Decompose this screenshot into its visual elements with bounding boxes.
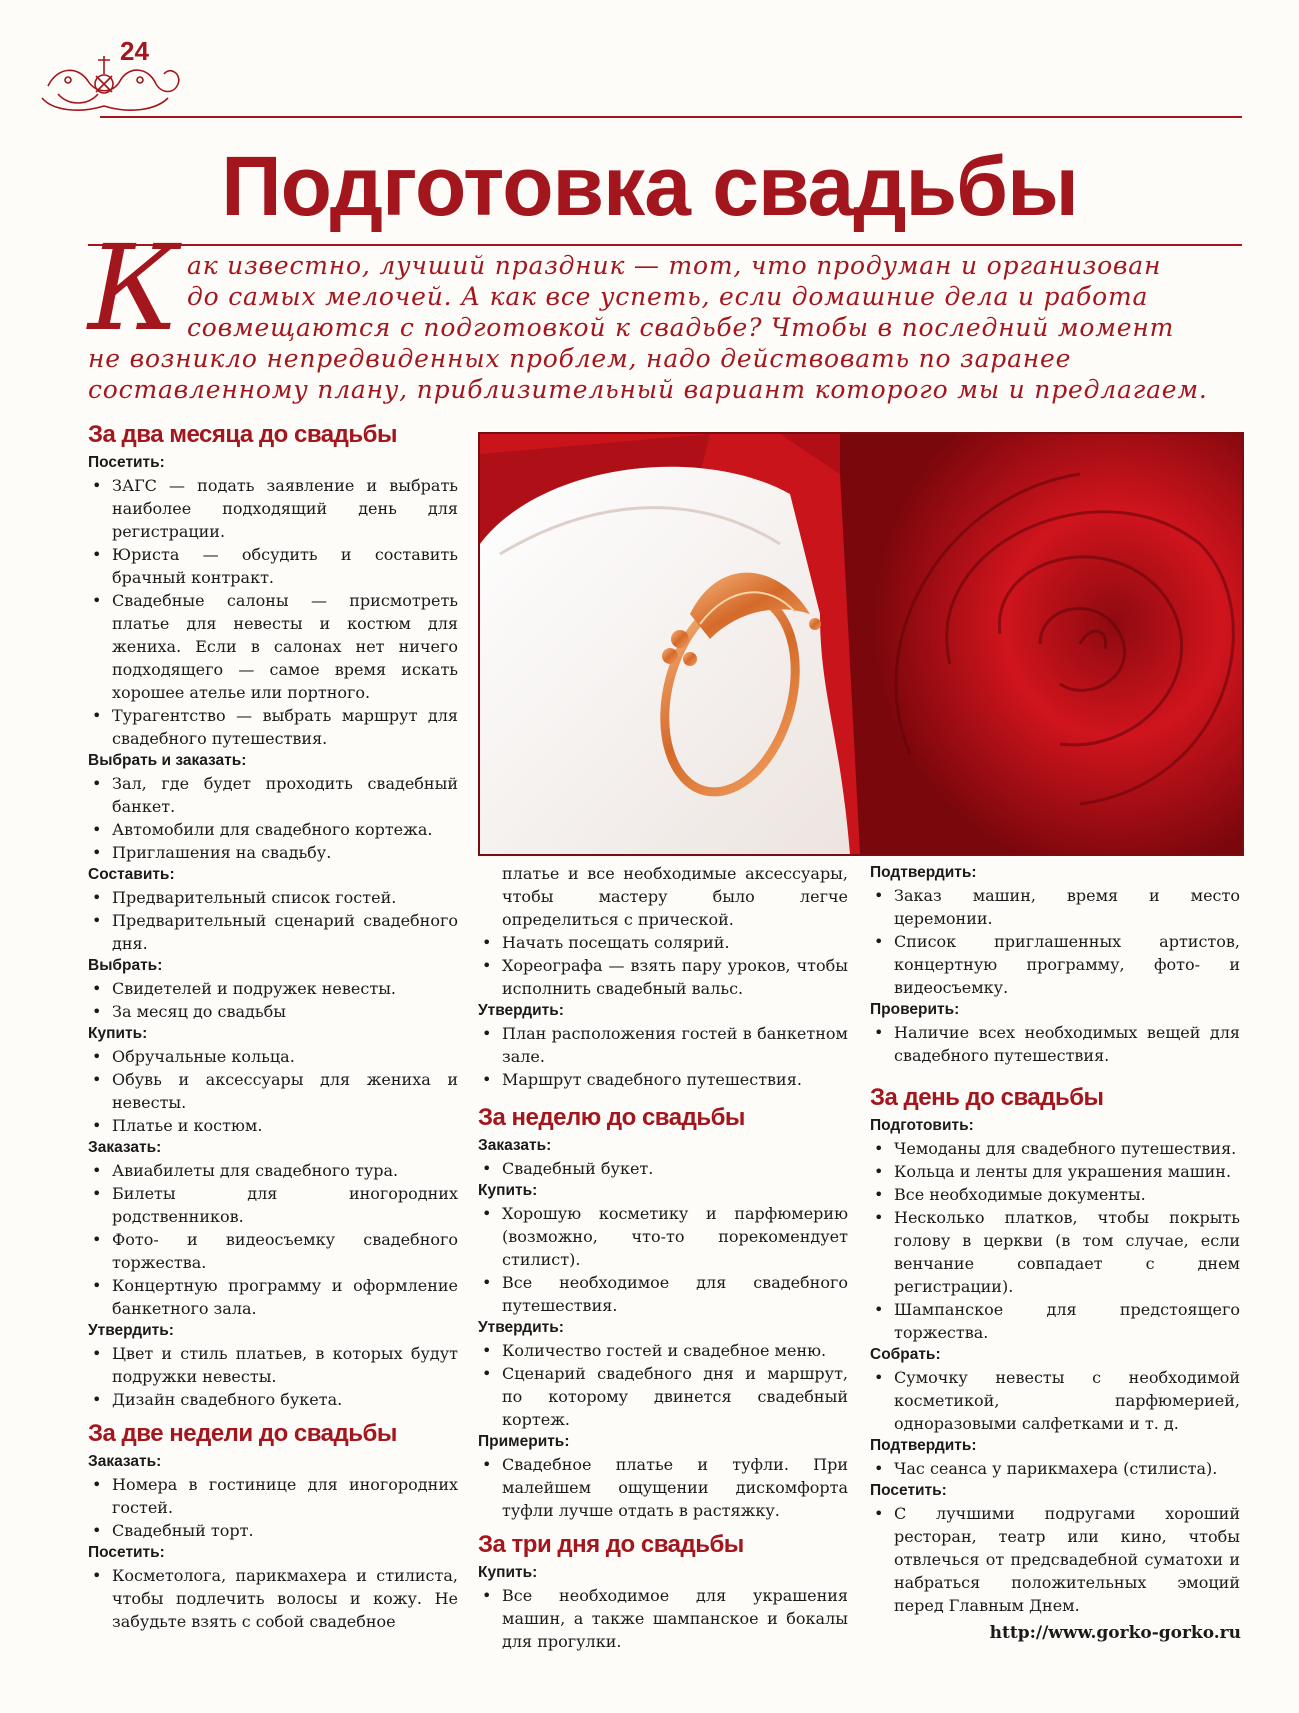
list-item: • Хореографа — взять пару уроков, чтобы исполнить свадебный вальс. bbox=[478, 954, 848, 1000]
list-item: • Дизайн свадебного букета. bbox=[88, 1388, 458, 1411]
header-rule bbox=[100, 116, 1242, 118]
list-item: • За месяц до свадьбы bbox=[88, 1000, 458, 1023]
column-1 bbox=[88, 418, 458, 1633]
bullet-list bbox=[88, 772, 458, 864]
continued-text: платье и все необходимые аксессуары, чтобы мастеру было легче определиться с прической. bbox=[502, 864, 848, 929]
sub-heading: Купить: bbox=[478, 1564, 538, 1581]
intro-line: не возникло непредвиденных проблем, надо действовать по заранее bbox=[88, 344, 1072, 373]
bullet-list bbox=[478, 1339, 848, 1431]
ring-rose-illustration bbox=[480, 434, 1242, 854]
sub-heading: Утвердить: bbox=[478, 1319, 564, 1336]
column-2 bbox=[478, 862, 848, 1653]
list-item: • Свадебный торт. bbox=[88, 1519, 458, 1542]
list-item: • Хорошую косметику и парфюмерию (возможно, что-то порекомендует стилист). bbox=[478, 1202, 848, 1271]
list-item: • Турагентство — выбрать маршрут для свадебного путешествия. bbox=[88, 704, 458, 750]
intro-line: составленному плану, приблизительный вариант которого мы и предлагаем. bbox=[88, 375, 1208, 404]
list-item: • С лучшими подругами хороший ресторан, театр или кино, чтобы отвлечься от предсвадебной суматохи и набраться положительных эмоций перед Главным Днем. bbox=[870, 1502, 1240, 1617]
list-item: • Юриста — обсудить и составить брачный контракт. bbox=[88, 543, 458, 589]
section-heading: За три дня до свадьбы bbox=[478, 1531, 744, 1558]
bullet-list bbox=[478, 1157, 848, 1180]
section-heading: За день до свадьбы bbox=[870, 1084, 1104, 1111]
bullet-list bbox=[870, 1021, 1240, 1067]
sub-heading: Подготовить: bbox=[870, 1117, 974, 1134]
sub-heading: Выбрать и заказать: bbox=[88, 752, 247, 769]
bullet-list bbox=[88, 474, 458, 750]
sub-heading: Купить: bbox=[478, 1182, 538, 1199]
intro-dropcap: К bbox=[88, 219, 180, 357]
intro-line: ак известно, лучший праздник — тот, что продуман и организован bbox=[187, 251, 1162, 280]
bullet-list bbox=[478, 1022, 848, 1091]
column-3 bbox=[870, 862, 1240, 1617]
bullet-list bbox=[870, 884, 1240, 999]
list-item: • Концертную программу и оформление банкетного зала. bbox=[88, 1274, 458, 1320]
page-title: Подготовка свадьбы bbox=[221, 139, 1078, 233]
list-item: • Чемоданы для свадебного путешествия. bbox=[870, 1137, 1240, 1160]
page-number: 24 bbox=[120, 36, 149, 66]
list-item: • Наличие всех необходимых вещей для свадебного путешествия. bbox=[870, 1021, 1240, 1067]
section-heading: За неделю до свадьбы bbox=[478, 1104, 745, 1131]
bullet-list bbox=[478, 1202, 848, 1317]
list-item: • Фото- и видеосъемку свадебного торжества. bbox=[88, 1228, 458, 1274]
sub-heading: Подтвердить: bbox=[870, 864, 977, 881]
bullet-list bbox=[88, 1159, 458, 1320]
section-heading: За две недели до свадьбы bbox=[88, 1420, 397, 1447]
list-item: • Несколько платков, чтобы покрыть голову в церкви (в том случае, если венчание совпадает с днем регистрации). bbox=[870, 1206, 1240, 1298]
bullet-list bbox=[870, 1137, 1240, 1344]
bullet-list bbox=[88, 1045, 458, 1137]
sub-heading: Составить: bbox=[88, 866, 175, 883]
list-item: • Приглашения на свадьбу. bbox=[88, 841, 458, 864]
list-item: • Количество гостей и свадебное меню. bbox=[478, 1339, 848, 1362]
list-item: • Свидетелей и подружек невесты. bbox=[88, 977, 458, 1000]
sub-heading: Выбрать: bbox=[88, 957, 163, 974]
list-item: • Час сеанса у парикмахера (стилиста). bbox=[870, 1457, 1240, 1480]
bullet-list bbox=[88, 977, 458, 1023]
sub-heading: Собрать: bbox=[870, 1346, 941, 1363]
intro-line: совмещаются с подготовкой к свадьбе? Чтобы в последний момент bbox=[187, 313, 1175, 342]
bullet-list bbox=[870, 1366, 1240, 1435]
list-item: • Список приглашенных артистов, концертную программу, фото- и видеосъемку. bbox=[870, 930, 1240, 999]
bullet-list bbox=[478, 1453, 848, 1522]
list-item: • Предварительный сценарий свадебного дня. bbox=[88, 909, 458, 955]
list-item: • Зал, где будет проходить свадебный банкет. bbox=[88, 772, 458, 818]
bullet-list bbox=[88, 1342, 458, 1411]
list-item: • Билеты для иногородних родственников. bbox=[88, 1182, 458, 1228]
list-item: • Номера в гостинице для иногородних гостей. bbox=[88, 1473, 458, 1519]
sub-heading: Утвердить: bbox=[88, 1322, 174, 1339]
sub-heading: Примерить: bbox=[478, 1433, 570, 1450]
list-item: • Сценарий свадебного дня и маршрут, по которому двинется свадебный кортеж. bbox=[478, 1362, 848, 1431]
list-item: • Все необходимое для свадебного путешествия. bbox=[478, 1271, 848, 1317]
sub-heading: Подтвердить: bbox=[870, 1437, 977, 1454]
list-item: • Все необходимое для украшения машин, а также шампанское и бокалы для прогулки. bbox=[478, 1584, 848, 1653]
list-item: • ЗАГС — подать заявление и выбрать наиболее подходящий день для регистрации. bbox=[88, 474, 458, 543]
list-item: • План расположения гостей в банкетном зале. bbox=[478, 1022, 848, 1068]
sub-heading: Заказать: bbox=[88, 1453, 162, 1470]
list-item: • Все необходимые документы. bbox=[870, 1183, 1240, 1206]
sub-heading: Проверить: bbox=[870, 1001, 960, 1018]
bullet-list bbox=[88, 1473, 458, 1542]
list-item: • Косметолога, парикмахера и стилиста, чтобы подлечить волосы и кожу. Не забудьте взять с собой свадебное bbox=[88, 1564, 458, 1633]
list-item: • Предварительный список гостей. bbox=[88, 886, 458, 909]
bullet-list bbox=[478, 931, 848, 1000]
bullet-list bbox=[870, 1502, 1240, 1617]
section-heading: За два месяца до свадьбы bbox=[88, 421, 397, 448]
sub-heading: Посетить: bbox=[88, 1544, 165, 1561]
list-item: • Шампанское для предстоящего торжества. bbox=[870, 1298, 1240, 1344]
list-item: • Начать посещать солярий. bbox=[478, 931, 848, 954]
intro-line: до самых мелочей. А как все успеть, если домашние дела и работа bbox=[187, 282, 1149, 311]
sub-heading: Купить: bbox=[88, 1025, 148, 1042]
bullet-list bbox=[88, 886, 458, 955]
list-item: • Свадебное платье и туфли. При малейшем ощущении дискомфорта туфли лучше отдать в растяжку. bbox=[478, 1453, 848, 1522]
bullet-list bbox=[478, 1584, 848, 1653]
list-item: • Обувь и аксессуары для жениха и невесты. bbox=[88, 1068, 458, 1114]
list-item: • Заказ машин, время и место церемонии. bbox=[870, 884, 1240, 930]
sub-heading: Посетить: bbox=[870, 1482, 947, 1499]
list-item: • Свадебный букет. bbox=[478, 1157, 848, 1180]
list-item: • Цвет и стиль платьев, в которых будут подружки невесты. bbox=[88, 1342, 458, 1388]
source-url: http://www.gorko-gorko.ru bbox=[989, 1623, 1241, 1643]
sub-heading: Утвердить: bbox=[478, 1002, 564, 1019]
sub-heading: Заказать: bbox=[88, 1139, 162, 1156]
title-rule bbox=[88, 244, 1242, 246]
list-item: • Платье и костюм. bbox=[88, 1114, 458, 1137]
list-item: • Свадебные салоны — присмотреть платье для невесты и костюм для жениха. Если в салонах нет ничего подходящего — самое время искать хорошее ателье или портного. bbox=[88, 589, 458, 704]
list-item: • Автомобили для свадебного кортежа. bbox=[88, 818, 458, 841]
list-item: • Сумочку невесты с необходимой косметикой, парфюмерией, одноразовыми салфетками и т. д. bbox=[870, 1366, 1240, 1435]
bullet-list bbox=[870, 1457, 1240, 1480]
list-item: • Авиабилеты для свадебного тура. bbox=[88, 1159, 458, 1182]
list-item: • Маршрут свадебного путешествия. bbox=[478, 1068, 848, 1091]
ornament-icon bbox=[38, 36, 190, 126]
list-item: • Кольца и ленты для украшения машин. bbox=[870, 1160, 1240, 1183]
ring-rose-photo bbox=[478, 432, 1244, 856]
sub-heading: Посетить: bbox=[88, 454, 165, 471]
bullet-list bbox=[88, 1564, 458, 1633]
sub-heading: Заказать: bbox=[478, 1137, 552, 1154]
list-item: • Обручальные кольца. bbox=[88, 1045, 458, 1068]
